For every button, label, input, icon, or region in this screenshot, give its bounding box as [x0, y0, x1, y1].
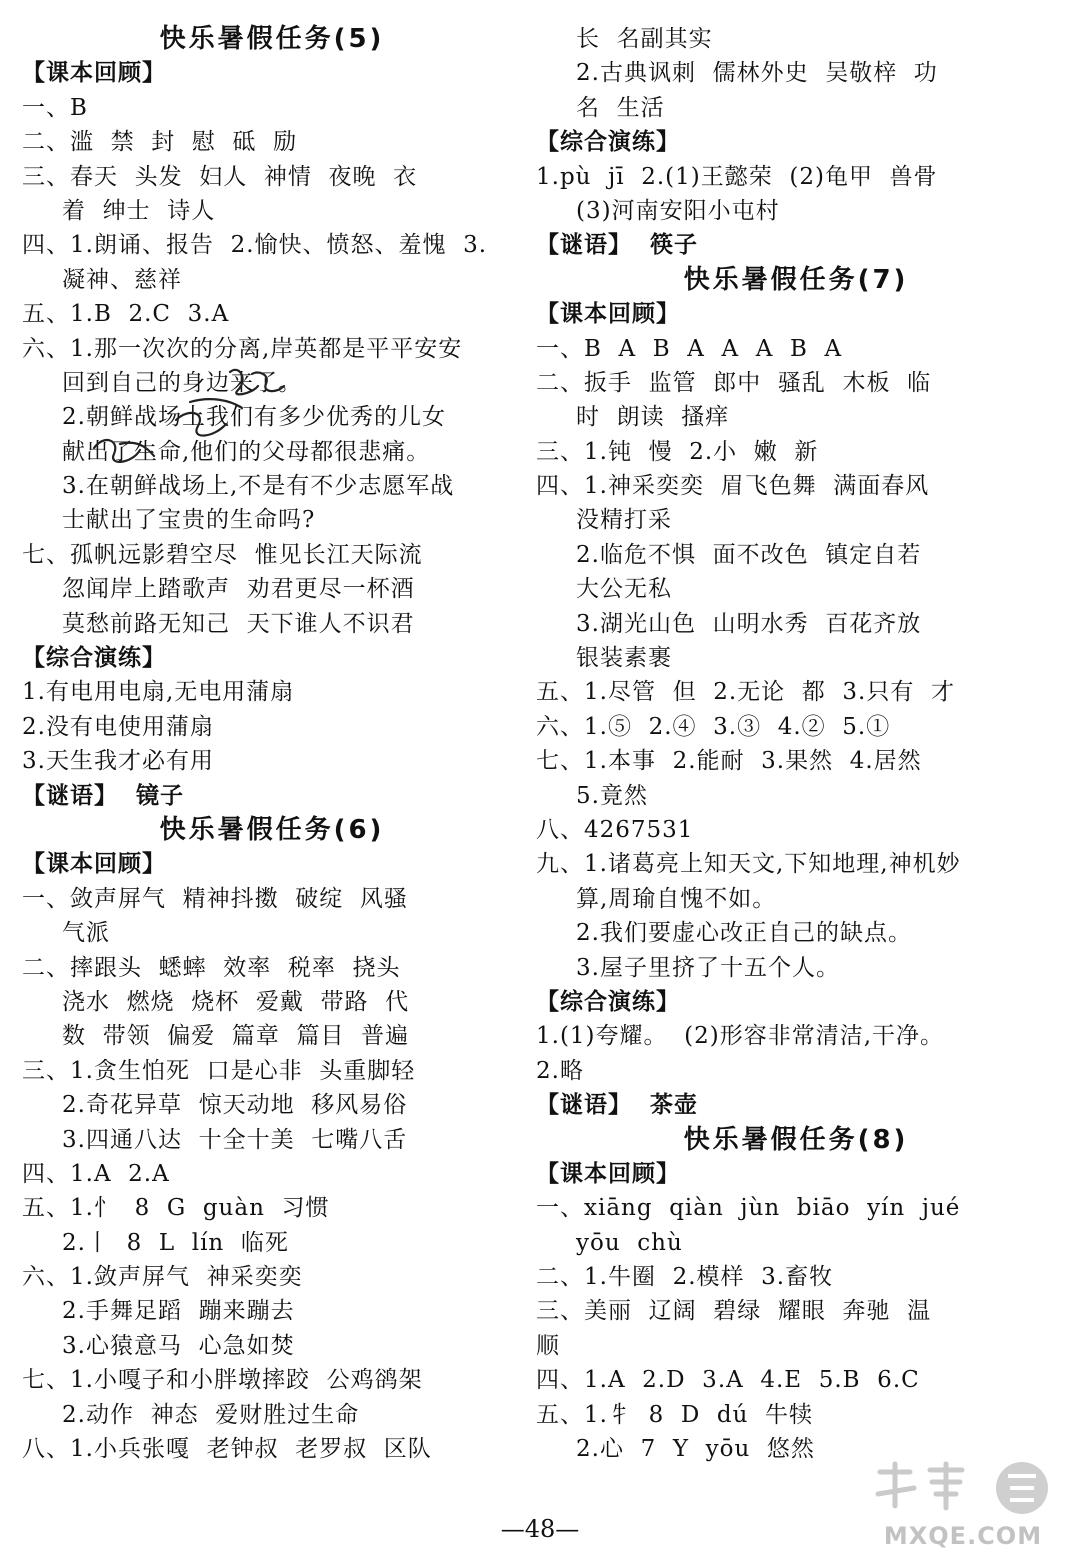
right-column [536, 22, 1056, 1466]
answer-line: 四、1.A 2.D 3.A 4.E 5.B 6.C [536, 1367, 920, 1394]
answer-line: 没精打采 [576, 507, 672, 534]
section-heading: 【谜语】 筷子 [536, 231, 699, 259]
answer-line: 时 朗读 搔痒 [576, 404, 730, 431]
answer-line: 一、B A B A A A B A [536, 335, 843, 362]
answer-line: 回到自己的身边来了。 [62, 369, 302, 396]
answer-line: 五、1.尽管 但 2.无论 都 3.只有 才 [536, 679, 955, 706]
answer-line: 二、摔跟头 蟋蟀 效率 税率 挠头 [22, 954, 401, 981]
section-heading: 【谜语】 镜子 [22, 781, 185, 809]
answer-line: 二、扳手 监管 郎中 骚乱 木板 临 [536, 369, 932, 396]
handwritten-scribble [80, 360, 440, 480]
answer-line: 三、1.贪生怕死 口是心非 头重脚轻 [22, 1057, 416, 1084]
answer-line: 2.朝鲜战场上我们有多少优秀的儿女 [62, 404, 446, 431]
section-title: 快乐暑假任务(7) [683, 264, 909, 295]
answer-line: 三、美丽 辽阔 碧绿 耀眼 奔驰 温 [536, 1298, 932, 1325]
answer-line: 顺 [536, 1332, 560, 1359]
answer-line: 2.我们要虚心改正自己的缺点。 [576, 920, 912, 947]
answer-line: 莫愁前路无知己 天下谁人不识君 [62, 610, 415, 637]
answer-line: 1.(1)夸耀。 (2)形容非常清洁,干净。 [536, 1023, 945, 1050]
section-heading: 【综合演练】 [536, 987, 680, 1015]
answer-line: 数 带领 偏爱 篇章 篇目 普遍 [62, 1023, 410, 1050]
answer-line: 七、1.小嘎子和小胖墩摔跤 公鸡鹆架 [22, 1367, 423, 1394]
answer-line: (3)河南安阳小屯村 [576, 197, 780, 224]
section-heading: 【综合演练】 [22, 644, 166, 672]
answer-line: 着 绅士 诗人 [62, 197, 216, 224]
watermark-site-text: MXQE.COM [883, 1522, 1043, 1550]
answer-line: 三、1.钝 慢 2.小 嫩 新 [536, 438, 819, 465]
answer-line: 2.心 7 Y yōu 悠然 [576, 1436, 815, 1463]
answer-line: 三、春天 头发 妇人 神情 夜晚 衣 [22, 163, 418, 190]
scribble-stroke [176, 413, 226, 436]
answer-line: 2.没有电使用蒲扇 [22, 713, 214, 740]
answer-line: 七、孤帆远影碧空尽 惟见长江天际流 [22, 541, 423, 568]
answer-line: 五、1.B 2.C 3.A [22, 301, 230, 328]
answer-line: 2.奇花异草 惊天动地 移风易俗 [62, 1092, 408, 1119]
section-title: 快乐暑假任务(8) [683, 1124, 909, 1155]
answer-line: 2.略 [536, 1057, 584, 1084]
answer-line: 七、1.本事 2.能耐 3.果然 4.居然 [536, 748, 922, 775]
answer-line: 五、1.忄 8 G guàn 习惯 [22, 1195, 330, 1222]
scribble-stroke [190, 399, 242, 408]
watermark [870, 1458, 1056, 1550]
section-heading: 【课本回顾】 [536, 300, 680, 328]
answer-line: 银装素裹 [576, 645, 672, 672]
answer-line: 3.屋子里挤了十五个人。 [576, 954, 840, 981]
watermark-logo-icon [870, 1458, 1056, 1518]
answer-line: 八、1.小兵张嘎 老钟叔 老罗叔 区队 [22, 1436, 432, 1463]
answer-line: 五、1.牜 8 D dú 牛犊 [536, 1401, 814, 1428]
section-title: 快乐暑假任务(5) [159, 24, 385, 54]
answer-line: 九、1.诸葛亮上知天文,下知地理,神机妙 [536, 851, 961, 878]
section-heading: 【课本回顾】 [536, 1159, 680, 1187]
answer-line: 献出了生命,他们的父母都很悲痛。 [62, 438, 431, 465]
answer-line: 一、敛声屏气 精神抖擞 破绽 风骚 [22, 885, 408, 912]
answer-line: 大公无私 [576, 576, 672, 603]
answer-line: 四、1.A 2.A [22, 1160, 170, 1187]
section-heading: 【课本回顾】 [22, 850, 166, 878]
answer-line: 气派 [62, 920, 110, 947]
answer-line: 3.天生我才必有用 [22, 748, 214, 775]
answer-line: 六、1.⑤ 2.④ 3.③ 4.② 5.① [536, 713, 891, 740]
answer-line: 2.临危不惧 面不改色 镇定自若 [576, 541, 922, 568]
answer-line: 六、1.敛声屏气 神采奕奕 [22, 1264, 303, 1291]
answer-line: 1.pù jī 2.(1)王懿荣 (2)龟甲 兽骨 [536, 163, 938, 190]
left-column [22, 22, 522, 1466]
answer-line: 3.在朝鲜战场上,不是有不少志愿军战 [62, 473, 455, 500]
answer-line: 5.竟然 [576, 782, 648, 809]
page-number: —48— [500, 1515, 580, 1543]
answer-line: 士献出了宝贵的生命吗? [62, 507, 316, 534]
answer-line: 3.湖光山色 山明水秀 百花齐放 [576, 610, 922, 637]
answer-line: 一、B [22, 94, 88, 121]
answer-line: 浇水 燃烧 烧杯 爱戴 带路 代 [62, 988, 410, 1015]
section-heading: 【综合演练】 [536, 128, 680, 156]
answer-line: 八、4267531 [536, 816, 694, 843]
answer-line: 2.动作 神态 爱财胜过生命 [62, 1401, 360, 1428]
answer-line: yōu chù [576, 1229, 683, 1256]
answer-line: 长 名副其实 [576, 26, 713, 52]
answer-line: 六、1.那一次次的分离,岸英都是平平安安 [22, 335, 463, 362]
section-heading: 【课本回顾】 [22, 59, 166, 87]
answer-line: 1.有电用电扇,无电用蒲扇 [22, 679, 295, 706]
answer-line: 3.四通八达 十全十美 七嘴八舌 [62, 1126, 408, 1153]
section-heading: 【谜语】 茶壶 [536, 1091, 699, 1119]
answer-line: 凝神、慈祥 [62, 266, 182, 293]
answer-line: 四、1.朗诵、报告 2.愉快、愤怒、羞愧 3. [22, 232, 488, 259]
answer-line: 2.手舞足蹈 蹦来蹦去 [62, 1298, 295, 1325]
answer-line: 忽闻岸上踏歌声 劝君更尽一杯酒 [62, 576, 415, 603]
answer-line: 四、1.神采奕奕 眉飞色舞 满面春风 [536, 473, 930, 500]
section-title: 快乐暑假任务(6) [159, 814, 385, 845]
answer-line: 二、1.牛圈 2.模样 3.畜牧 [536, 1264, 834, 1291]
answer-line: 2.丨 8 L lín 临死 [62, 1229, 289, 1256]
answer-line: 3.心猿意马 心急如焚 [62, 1332, 295, 1359]
answer-line: 二、滥 禁 封 慰 砥 励 [22, 129, 298, 156]
answer-line: 一、xiāng qiàn jùn biāo yín jué [536, 1195, 961, 1222]
answer-line: 2.古典讽刺 儒林外史 吴敬梓 功 [576, 60, 938, 87]
answer-line: 算,周瑜自愧不如。 [576, 885, 777, 912]
answer-line: 名 生活 [576, 94, 665, 121]
